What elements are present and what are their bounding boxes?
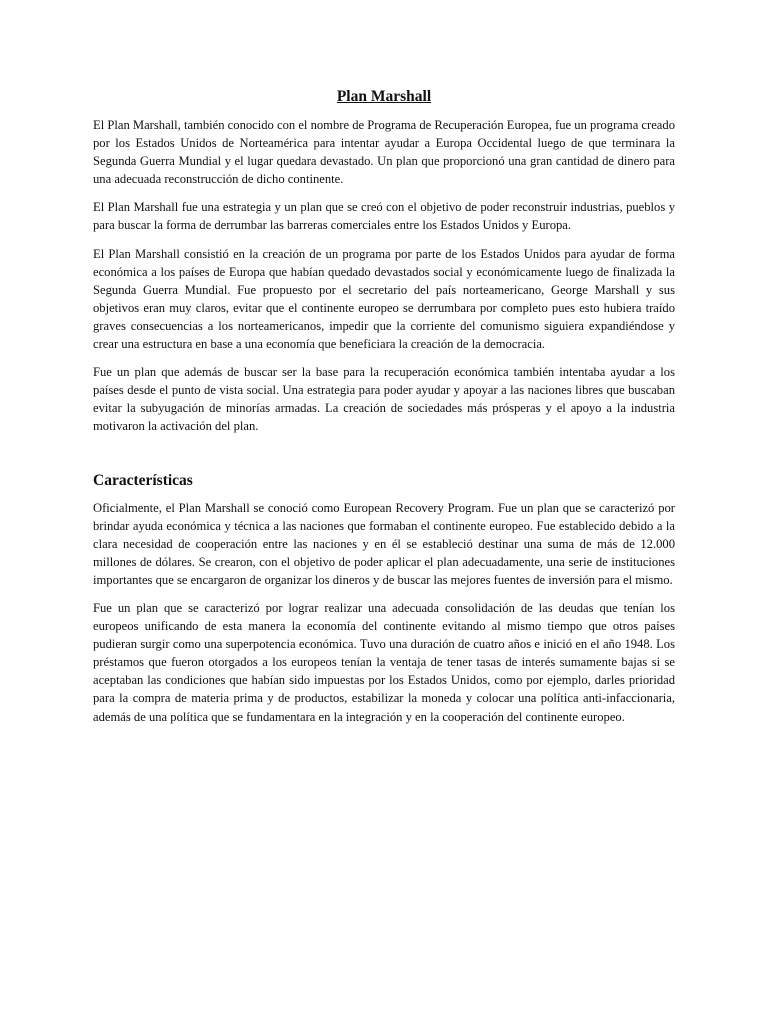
section-paragraph-2: Fue un plan que se caracterizó por lograr realizar una adecuada consolidación de las deudas que tenían los europeos unificando de esta manera la economía del continente evitando al mismo tiempo que otros países pudieran surgir como una superpotencia económica. Tuvo una duración de cuatro años e inició en el año 1948. Los préstamos que fueron otorgados a los europeos tenían la ventaja de tener tasas de interés sumamente bajas si se aceptaban las condiciones que habían sido impuestas por los Estados Unidos, como por ejemplo, darles prioridad para la compra de materia prima y de productos, estabilizar la moneda y colocar una política anti-infaccionaria, además de una política que se fundamentara en la integración y en la cooperación del continente europeo.	[93, 600, 675, 724]
section-paragraph-1: Oficialmente, el Plan Marshall se conoció como European Recovery Program. Fue un plan que se caracterizó por brindar ayuda económica y técnica a las naciones que formaban el continente europeo. Fue establecido debido a la clara necesidad de cooperación entre las naciones y en él se estableció destinar una suma de más de 12.000 millones de dólares. Se crearon, con el objetivo de poder aplicar el plan adecuadamente, una serie de instituciones importantes que se encargaron de organizar los dineros y de buscar las mejores fuentes de inversión para el mismo.	[93, 500, 675, 587]
document-title: Plan Marshall	[336, 88, 432, 105]
intro-paragraph-1: El Plan Marshall, también conocido con el nombre de Programa de Recuperación Europea, fue un programa creado por los Estados Unidos de Norteamérica para intentar ayudar a Europa Occidental luego de que terminara la Segunda Guerra Mundial y el lugar quedara devastado. Un plan que proporcionó una gran cantidad de dinero para una adecuada reconstrucción de dicho continente.	[93, 118, 675, 187]
section-heading: Características	[93, 471, 193, 489]
document-body	[93, 86, 675, 736]
section-caracteristicas	[93, 470, 675, 726]
intro-paragraph-4: Fue un plan que además de buscar ser la base para la recuperación económica también intentaba ayudar a los países desde el punto de vista social. Una estrategia para poder ayudar y apoyar a las naciones libres que buscaban evitar la subyugación de minorías armadas. La creación de sociedades más prósperas y el apoyo a la industria motivaron la activación del plan.	[93, 365, 675, 434]
intro-paragraph-3: El Plan Marshall consistió en la creación de un programa por parte de los Estados Unidos para ayudar de forma económica a los países de Europa que habían quedado devastados social y económicamente luego de finalizada la Segunda Guerra Mundial. Fue propuesto por el secretario del país norteamericano, George Marshall y sus objetivos eran muy claros, evitar que el continente europeo se derrumbara por completo pues esto hubiera traído graves consecuencias a los norteamericanos, impedir que la corriente del comunismo siguiera expandiéndose y crear una estructura en base a una economía que beneficiara la creación de la democracia.	[93, 246, 675, 352]
intro-paragraph-2: El Plan Marshall fue una estrategia y un plan que se creó con el objetivo de poder reconstruir industrias, pueblos y para buscar la forma de derrumbar las barreras comerciales entre los Estados Unidos y Europa.	[93, 200, 675, 233]
